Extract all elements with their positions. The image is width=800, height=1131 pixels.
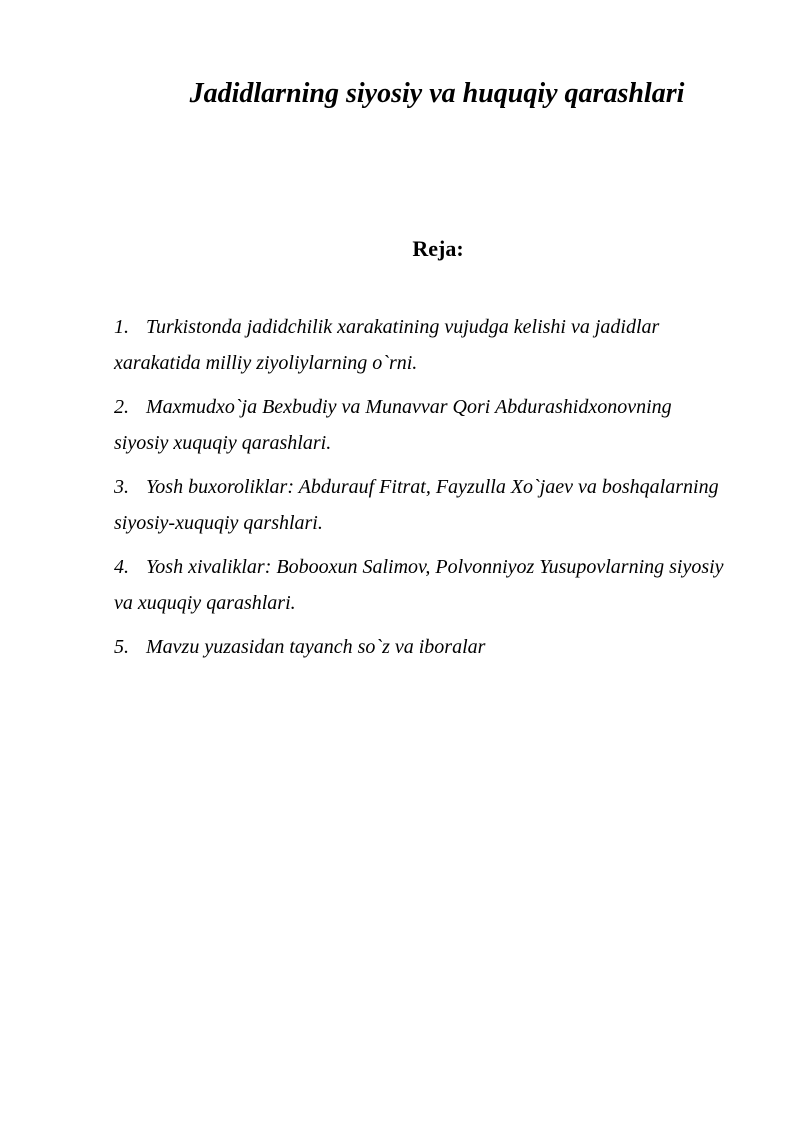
plan-item-number: 2. [114, 396, 129, 418]
plan-item-text: Maxmudxo`ja Bexbudiy va Munavvar Qori Abdurashidxonovning siyosiy xuquqiy qarashlari. [114, 396, 672, 454]
plan-item-text: Mavzu yuzasidan tayanch so`z va iboralar [146, 636, 486, 658]
document-title: Jadidlarning siyosiy va huquqiy qarashlari [189, 78, 685, 109]
plan-heading: Reja: [412, 236, 464, 261]
plan-item-text: Turkistonda jadidchilik xarakatining vujudga kelishi va jadidlar xarakatida milliy ziyoliylarning o`rni. [114, 316, 660, 374]
plan-item-number: 5. [114, 636, 129, 658]
plan-item-1 [114, 309, 724, 381]
plan-item-4 [114, 549, 724, 621]
plan-item-text: Yosh buxoroliklar: Abdurauf Fitrat, Fayzulla Xo`jaev va boshqalarning siyosiy-xuquqiy qarshlari. [114, 476, 719, 534]
plan-item-3 [114, 469, 724, 541]
plan-list [114, 309, 724, 673]
plan-item-number: 4. [114, 556, 129, 578]
plan-item-number: 1. [114, 316, 129, 338]
plan-item-text: Yosh xivaliklar: Bobooxun Salimov, Polvonniyoz Yusupovlarning siyosiy va xuquqiy qarashlari. [114, 556, 724, 614]
plan-item-number: 3. [114, 476, 129, 498]
plan-item-5 [114, 629, 724, 665]
plan-item-2 [114, 389, 724, 461]
